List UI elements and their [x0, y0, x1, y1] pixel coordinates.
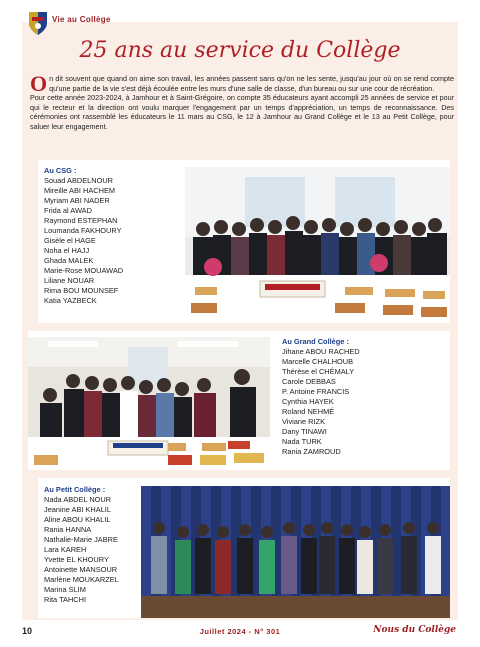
list-item: Liliane NOUAR [44, 276, 95, 285]
grand-college-heading: Au Grand Collège : [282, 337, 349, 346]
page-number: 10 [22, 626, 33, 636]
college-crest-icon [28, 10, 48, 36]
csg-ceremony-photo [185, 167, 450, 321]
list-item: Noha el HAJJ [44, 246, 90, 255]
list-item: Nada TURK [282, 437, 322, 446]
list-item: Lara KAREH [44, 545, 87, 554]
list-item: Viviane RIZK [282, 417, 325, 426]
list-item: Antoinette MANSOUR [44, 565, 118, 574]
list-item: Jeanine ABI KHALIL [44, 505, 111, 514]
intro-paragraph-2: Pour cette année 2023-2024, à Jamhour et à Saint-Grégoire, on compte 35 éducateurs ayant accompli 25 années de service et pour qui le recteur et la direction ont voulu marquer l'engagement par un temps d'appréciation, un temps de reconnaissance. Des cérémonies ont rassemblé les éducateurs le 11 mars au CSG, le 12 à Jamhour au Grand Collège et le 13 au Petit Collège, pour saluer leur engagement. [30, 93, 454, 131]
list-item: Ghada MALEK [44, 256, 94, 265]
article-intro [30, 71, 454, 132]
list-item: Carole DEBBAS [282, 377, 336, 386]
list-item: Loumanda FAKHOURY [44, 226, 122, 235]
issue-label: Juillet 2024 - N° 301 [199, 627, 281, 636]
list-item: Souad ABDELNOUR [44, 176, 114, 185]
article-title: 25 ans au service du Collège [79, 38, 401, 63]
list-item: Rita TAHCHI [44, 595, 87, 604]
list-item: Cynthia HAYEK [282, 397, 334, 406]
list-item: Roland NEHMÉ [282, 407, 335, 416]
petit-college-heading: Au Petit Collège : [44, 485, 106, 494]
list-item: Katia YAZBECK [44, 296, 97, 305]
intro-text-1: n dit souvent que quand on aime son travail, les années passent sans qu'on ne les sente, jusqu'au jour où on se rend compte qu'une partie de la vie s'est déjà écoulée entre les murs d'une salle de classe, d'un bureau ou sur une cour de récréation. [49, 74, 454, 93]
csg-heading: Au CSG : [44, 166, 77, 175]
list-item: Raymond ESTEPHAN [44, 216, 118, 225]
list-item: Marie-Rose MOUAWAD [44, 266, 124, 275]
petit-college-list [44, 485, 119, 605]
list-item: Frida al AWAD [44, 206, 92, 215]
intro-paragraph-1 [30, 71, 454, 96]
list-item: Rania HANNA [44, 525, 92, 534]
list-item: Jihane ABOU RACHED [282, 347, 360, 356]
grand-college-list [282, 337, 360, 457]
list-item: Mireille ABI HACHEM [44, 186, 116, 195]
list-item: Marina SLIM [44, 585, 86, 594]
list-item: Nathalie-Marie JABRE [44, 535, 118, 544]
list-item: P. Antoine FRANCIS [282, 387, 350, 396]
list-item: Aline ABOU KHALIL [44, 515, 111, 524]
list-item: Yvette EL KHOURY [44, 555, 109, 564]
list-item: Rima BOU MOUNSEF [44, 286, 119, 295]
dropcap: O [30, 71, 48, 96]
csg-list [44, 166, 123, 306]
list-item: Gisèle el HAGE [44, 236, 96, 245]
list-item: Dany TINAWI [282, 427, 327, 436]
list-item: Nada ABDEL NOUR [44, 495, 112, 504]
list-item: Rania ZAMROUD [282, 447, 341, 456]
section-label: Vie au Collège [52, 15, 111, 24]
list-item: Thérèse el CHÉMALY [282, 367, 355, 376]
list-item: Marcelle CHALHOUB [282, 357, 354, 366]
list-item: Myriam ABI NADER [44, 196, 110, 205]
list-item: Marlène MOUKARZEL [44, 575, 119, 584]
publication-brand: Nous du Collège [373, 625, 456, 635]
petit-college-group-photo [141, 486, 450, 618]
grand-college-ceremony-photo [28, 337, 270, 470]
